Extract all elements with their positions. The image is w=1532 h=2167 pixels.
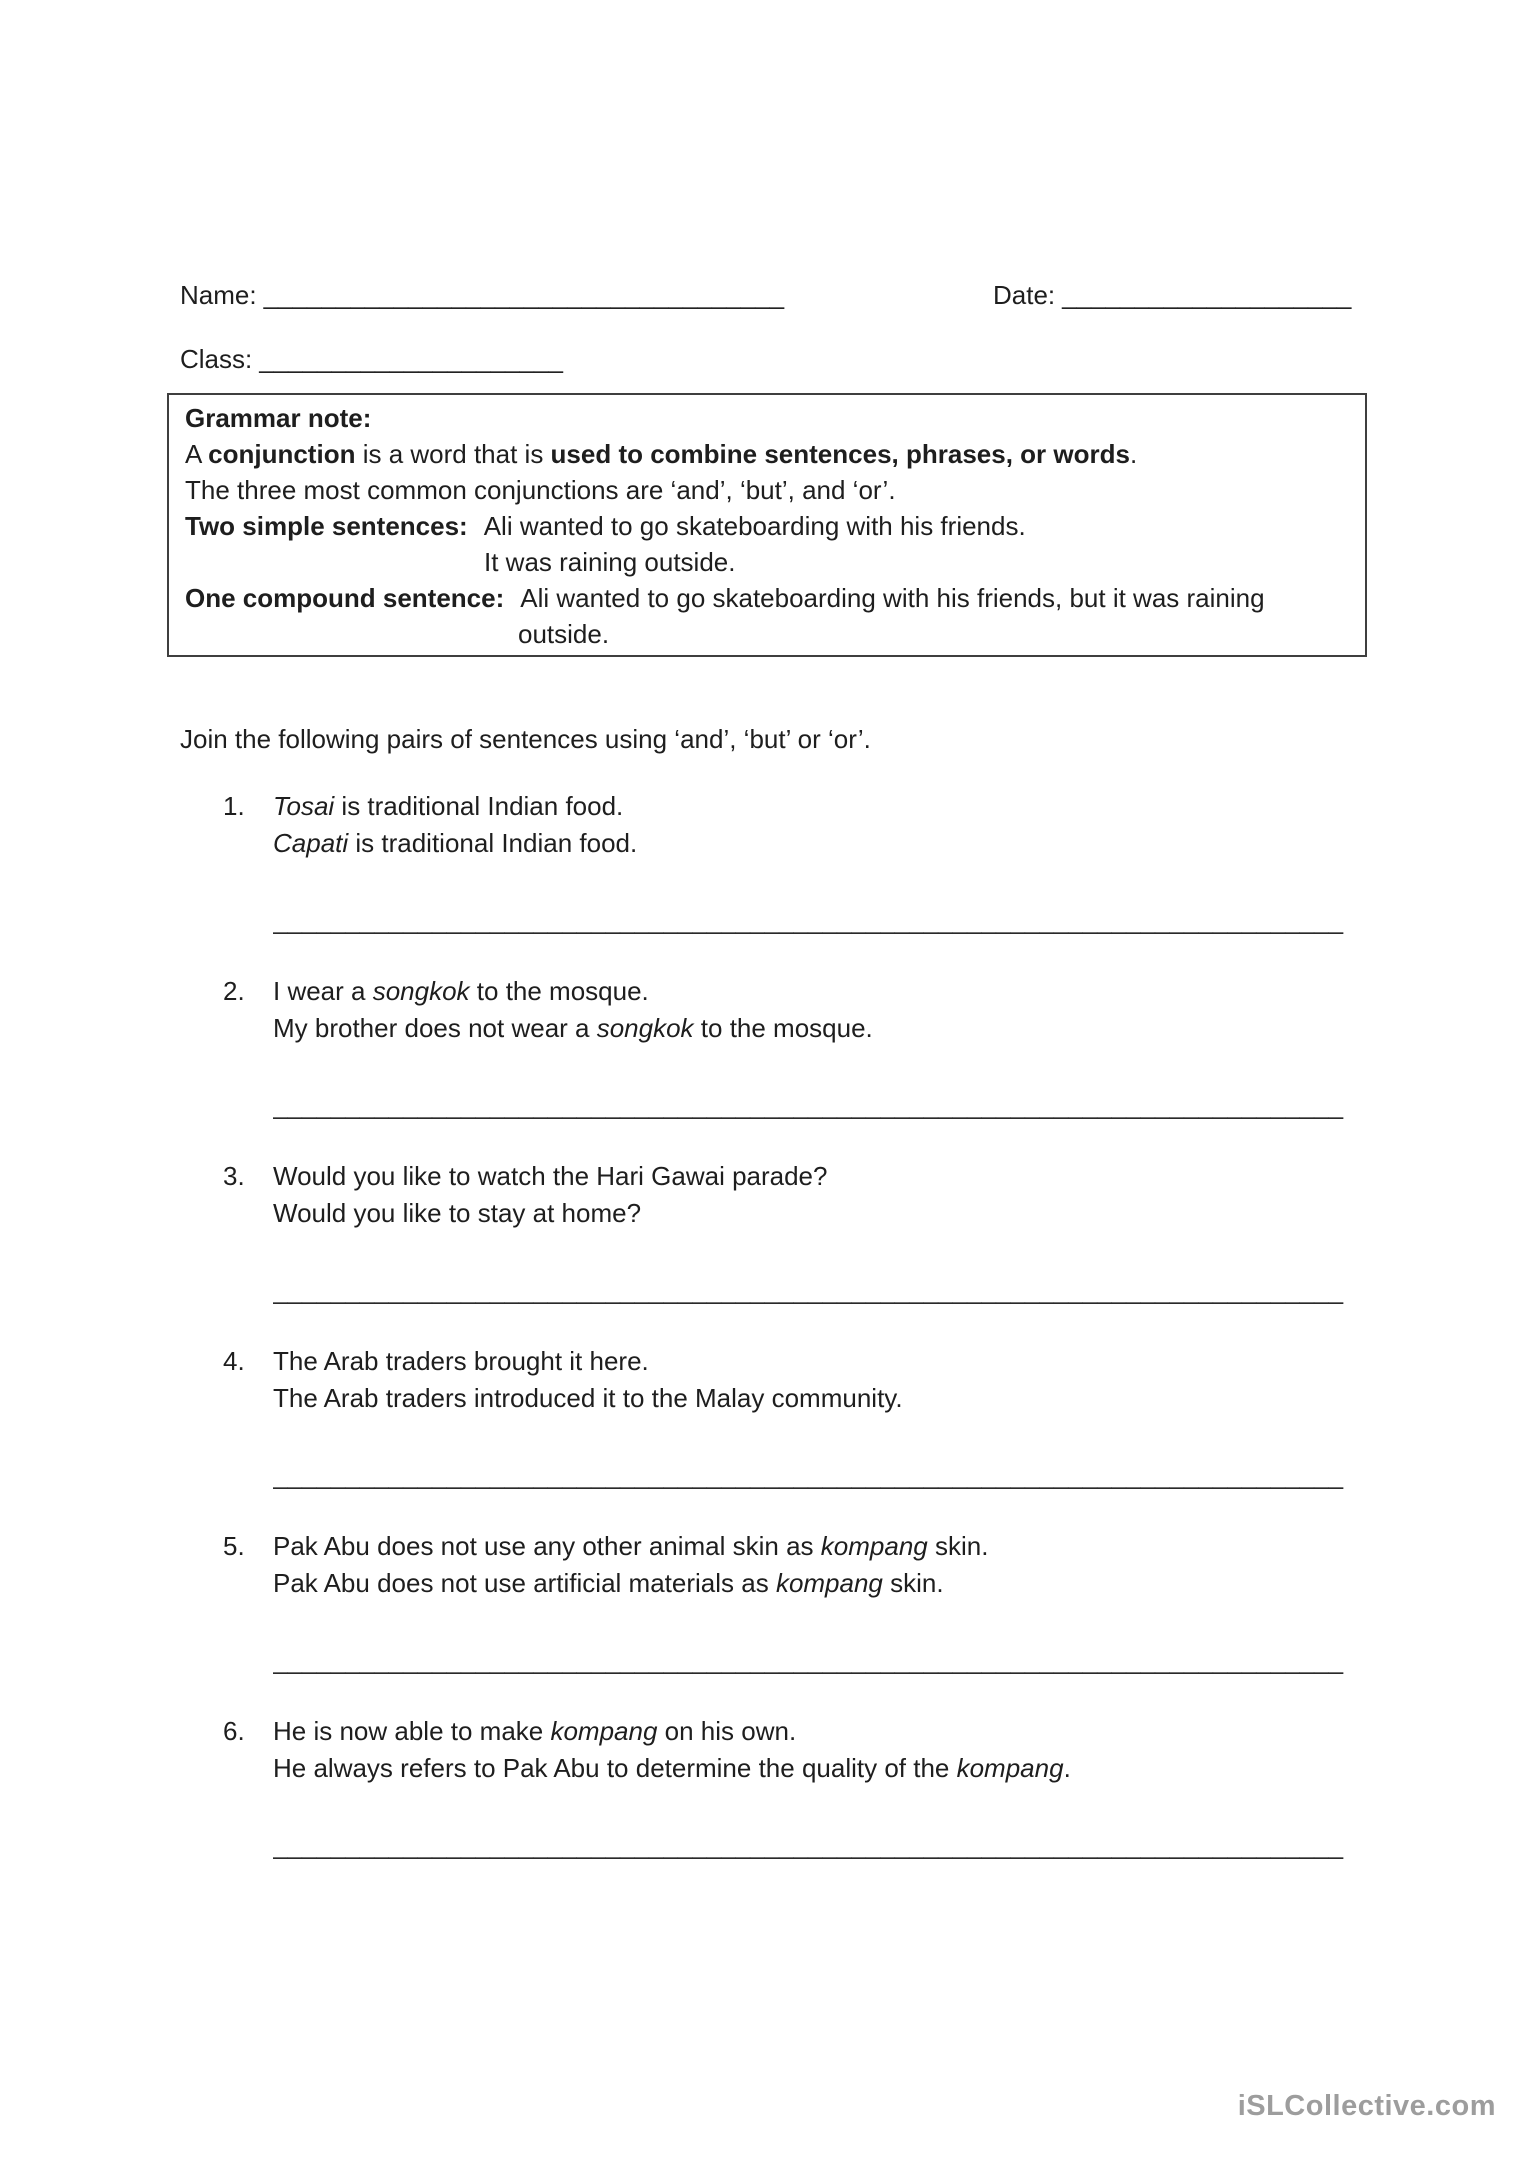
- exercise-item-6: [180, 1713, 1367, 1864]
- simple-sentence-example-1: Ali wanted to go skateboarding with his friends.: [483, 511, 1026, 541]
- item-number: 5.: [223, 1531, 245, 1561]
- compound-sentence-label: One compound sentence:: [185, 583, 505, 613]
- item-sentence-2: My brother does not wear a songkok to the mosque.: [273, 1013, 873, 1043]
- item-sentence-1: I wear a songkok to the mosque.: [273, 976, 649, 1006]
- item-body: [273, 788, 1367, 939]
- answer-blank-line: __________________________________________________________________________: [273, 1830, 1344, 1860]
- item-number: 3.: [223, 1161, 245, 1191]
- item-number: 2.: [223, 976, 245, 1006]
- grammar-note-definition: A conjunction is a word that is used to combine sentences, phrases, or words.: [185, 439, 1138, 469]
- grammar-note-simple-sentences: [185, 508, 1351, 544]
- item-number: 4.: [223, 1346, 245, 1376]
- compound-sentence-example: Ali wanted to go skateboarding with his friends, but it was raining: [520, 583, 1265, 613]
- grammar-note-common-conjunctions: The three most common conjunctions are ‘and’, ‘but’, and ‘or’.: [185, 475, 896, 505]
- date-label: Date:: [993, 280, 1056, 310]
- answer-blank-line: __________________________________________________________________________: [273, 905, 1344, 935]
- item-sentence-2: Capati is traditional Indian food.: [273, 828, 638, 858]
- exercise-item-2: [180, 973, 1367, 1124]
- item-body: [273, 973, 1367, 1124]
- answer-blank-line: __________________________________________________________________________: [273, 1645, 1344, 1675]
- exercise-item-5: [180, 1528, 1367, 1679]
- item-sentence-2: Pak Abu does not use artificial materials as kompang skin.: [273, 1568, 944, 1598]
- item-sentence-2: Would you like to stay at home?: [273, 1198, 642, 1228]
- date-blank-line: ____________________: [1062, 280, 1352, 310]
- compound-sentence-example-cont: outside.: [518, 619, 610, 649]
- name-blank-line: ____________________________________: [263, 280, 785, 310]
- exercise-item-1: [180, 788, 1367, 939]
- item-body: [273, 1343, 1367, 1494]
- name-date-row: [180, 277, 1367, 313]
- simple-sentence-example-2: It was raining outside.: [484, 547, 736, 577]
- grammar-note-box: [167, 393, 1367, 657]
- grammar-note-title-line: [185, 400, 1351, 436]
- simple-sentences-label: Two simple sentences:: [185, 511, 468, 541]
- item-sentence-1: The Arab traders brought it here.: [273, 1346, 649, 1376]
- item-body: [273, 1528, 1367, 1679]
- item-number: 6.: [223, 1716, 245, 1746]
- islcollective-watermark: iSLCollective.com: [1237, 2090, 1496, 2122]
- answer-blank-line: __________________________________________________________________________: [273, 1460, 1344, 1490]
- header: [180, 277, 1367, 377]
- class-label: Class:: [180, 344, 253, 374]
- grammar-note-compound-sentence: [185, 580, 1351, 616]
- item-sentence-2: The Arab traders introduced it to the Malay community.: [273, 1383, 903, 1413]
- exercise-item-3: [180, 1158, 1367, 1309]
- item-sentence-1: Would you like to watch the Hari Gawai parade?: [273, 1161, 828, 1191]
- item-number: 1.: [223, 791, 245, 821]
- item-sentence-1: Tosai is traditional Indian food.: [273, 791, 624, 821]
- exercise-item-4: [180, 1343, 1367, 1494]
- answer-blank-line: __________________________________________________________________________: [273, 1090, 1344, 1120]
- name-field: [180, 277, 993, 313]
- grammar-note-title: Grammar note:: [185, 403, 372, 433]
- item-sentence-1: He is now able to make kompang on his own.: [273, 1716, 797, 1746]
- class-row: [180, 341, 1367, 377]
- date-field: [993, 277, 1351, 313]
- item-sentence-2: He always refers to Pak Abu to determine the quality of the kompang.: [273, 1753, 1071, 1783]
- answer-blank-line: __________________________________________________________________________: [273, 1275, 1344, 1305]
- item-body: [273, 1158, 1367, 1309]
- item-body: [273, 1713, 1367, 1864]
- item-sentence-1: Pak Abu does not use any other animal skin as kompang skin.: [273, 1531, 989, 1561]
- class-field: [180, 341, 563, 377]
- exercise-instruction: Join the following pairs of sentences using ‘and’, ‘but’ or ‘or’.: [180, 724, 871, 754]
- class-blank-line: _____________________: [259, 344, 563, 374]
- name-label: Name:: [180, 280, 257, 310]
